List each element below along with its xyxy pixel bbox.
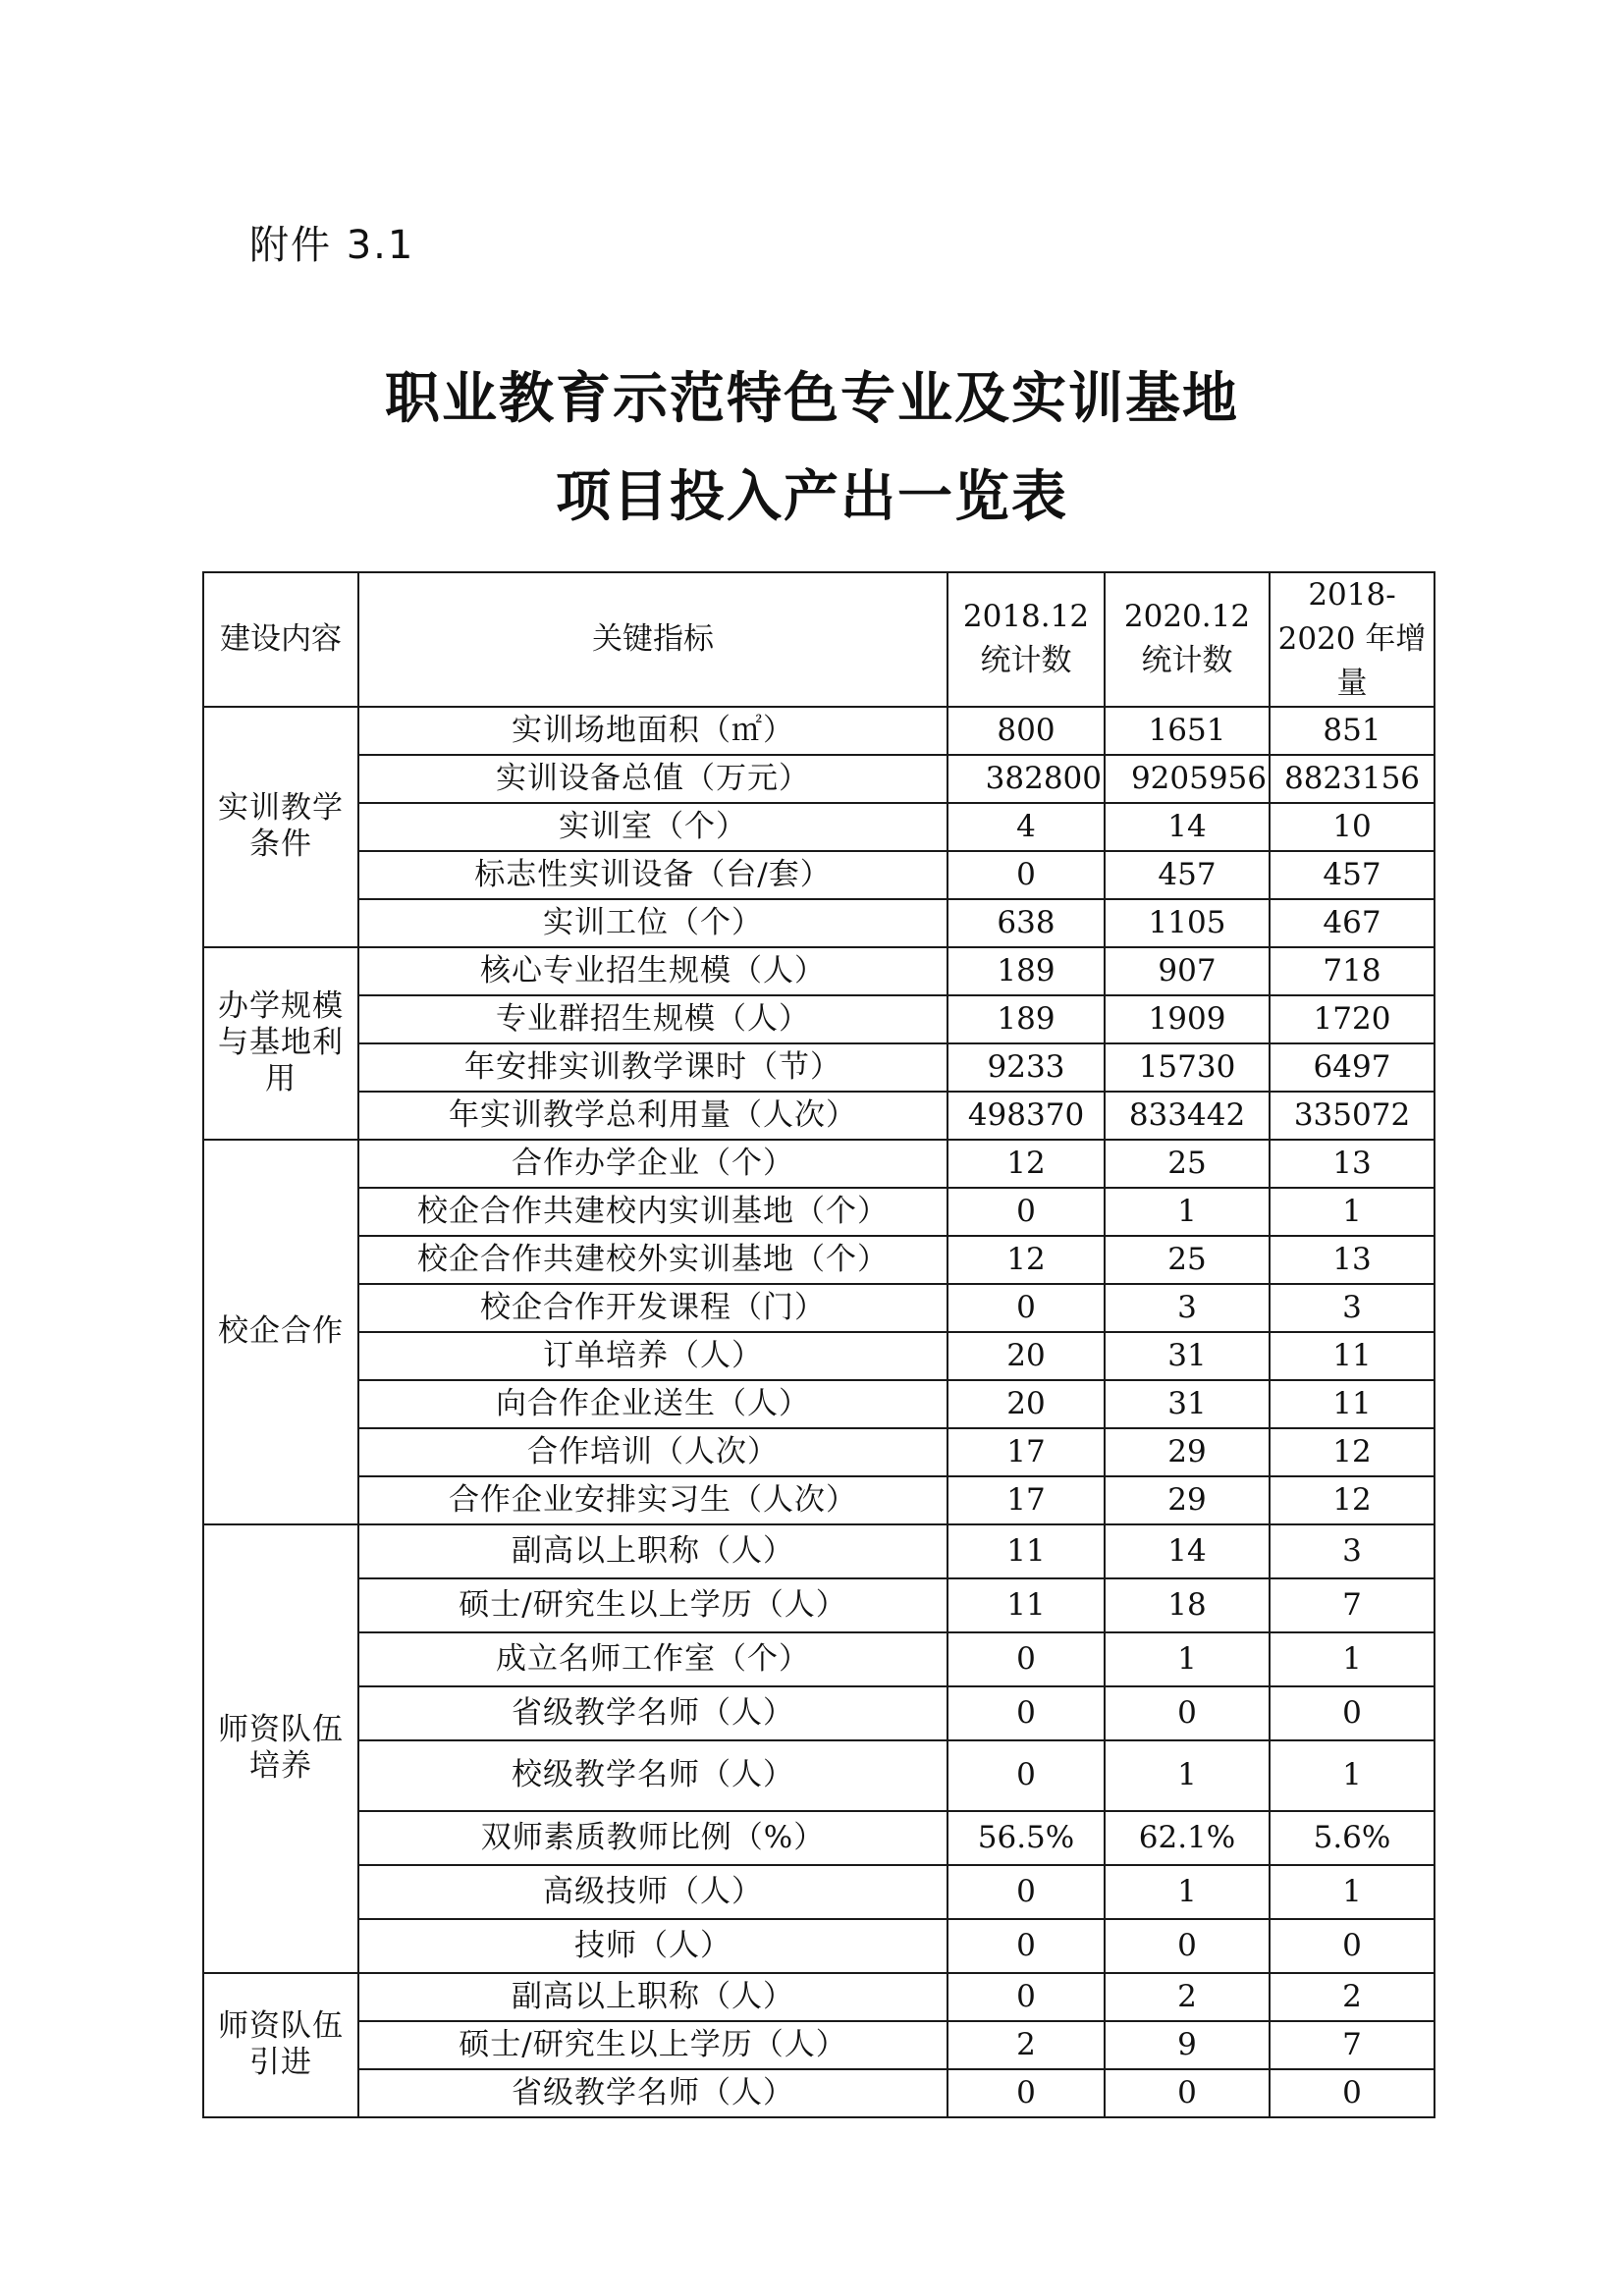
table-row: [203, 1740, 1435, 1811]
increase-cell: 7: [1270, 1578, 1435, 1632]
indicator-cell: 订单培养（人）: [358, 1332, 947, 1380]
header-indicator: 关键指标: [358, 572, 947, 707]
value-2018-cell: 0: [947, 1632, 1105, 1686]
value-2020-cell: 25: [1105, 1140, 1270, 1188]
indicator-cell: 副高以上职称（人）: [358, 1973, 947, 2021]
value-2018-cell: 189: [947, 995, 1105, 1043]
increase-cell: 1: [1270, 1740, 1435, 1811]
value-2020-cell: 62.1%: [1105, 1811, 1270, 1865]
value-2020-cell: 1: [1105, 1188, 1270, 1236]
value-2018-cell: 0: [947, 1188, 1105, 1236]
table-row: [203, 1140, 1435, 1188]
increase-cell: 13: [1270, 1140, 1435, 1188]
value-2018-cell: 11: [947, 1524, 1105, 1578]
category-cell: 实训教学条件: [203, 707, 358, 947]
value-2020-cell: 1909: [1105, 995, 1270, 1043]
increase-cell: 0: [1270, 2069, 1435, 2117]
increase-cell: 3: [1270, 1524, 1435, 1578]
value-2020-cell: 3: [1105, 1284, 1270, 1332]
indicator-cell: 实训场地面积（㎡）: [358, 707, 947, 755]
value-2020-cell: 0: [1105, 2069, 1270, 2117]
table-row: [203, 1811, 1435, 1865]
table-row: [203, 1284, 1435, 1332]
header-increase: 2018-2020 年增量: [1270, 572, 1435, 707]
value-2020-cell: 457: [1105, 851, 1270, 899]
value-2020-cell: 29: [1105, 1476, 1270, 1524]
page-title-line1: 职业教育示范特色专业及实训基地: [385, 367, 1239, 431]
value-2018-cell: 12: [947, 1140, 1105, 1188]
category-cell: 师资队伍引进: [203, 1973, 358, 2117]
increase-cell: 11: [1270, 1380, 1435, 1428]
indicator-cell: 合作企业安排实习生（人次）: [358, 1476, 947, 1524]
page-title-line2: 项目投入产出一览表: [556, 465, 1068, 529]
indicator-cell: 技师（人）: [358, 1919, 947, 1973]
input-output-table: [202, 571, 1435, 2118]
table-row: [203, 1428, 1435, 1476]
value-2020-cell: 9: [1105, 2021, 1270, 2069]
value-2020-cell: 1: [1105, 1865, 1270, 1919]
increase-cell: 6497: [1270, 1043, 1435, 1092]
value-2018-cell: 0: [947, 1919, 1105, 1973]
category-cell: 校企合作: [203, 1140, 358, 1524]
indicator-cell: 校企合作共建校外实训基地（个）: [358, 1236, 947, 1284]
increase-cell: 851: [1270, 707, 1435, 755]
value-2018-cell: 20: [947, 1380, 1105, 1428]
table-row: [203, 1524, 1435, 1578]
indicator-cell: 标志性实训设备（台/套）: [358, 851, 947, 899]
indicator-cell: 硕士/研究生以上学历（人）: [358, 1578, 947, 1632]
table-row: [203, 1043, 1435, 1092]
table-row: [203, 755, 1435, 803]
table-row: [203, 1686, 1435, 1740]
increase-cell: 467: [1270, 899, 1435, 947]
value-2018-cell: 9233: [947, 1043, 1105, 1092]
table-row: [203, 1380, 1435, 1428]
value-2020-cell: 907: [1105, 947, 1270, 995]
value-2018-cell: 0: [947, 1284, 1105, 1332]
table-row: [203, 1476, 1435, 1524]
increase-cell: 1: [1270, 1632, 1435, 1686]
indicator-cell: 省级教学名师（人）: [358, 1686, 947, 1740]
value-2018-cell: 2: [947, 2021, 1105, 2069]
value-2020-cell: 31: [1105, 1332, 1270, 1380]
indicator-cell: 年安排实训教学课时（节）: [358, 1043, 947, 1092]
increase-cell: 10: [1270, 803, 1435, 851]
value-2020-cell: 15730: [1105, 1043, 1270, 1092]
increase-cell: 12: [1270, 1476, 1435, 1524]
value-2020-cell: 1651: [1105, 707, 1270, 755]
indicator-cell: 双师素质教师比例（%）: [358, 1811, 947, 1865]
table-row: [203, 803, 1435, 851]
increase-cell: 7: [1270, 2021, 1435, 2069]
table-row: [203, 899, 1435, 947]
value-2018-cell: 56.5%: [947, 1811, 1105, 1865]
increase-cell: 335072: [1270, 1092, 1435, 1140]
value-2020-cell: 1: [1105, 1740, 1270, 1811]
table-row: [203, 1632, 1435, 1686]
value-2020-cell: 14: [1105, 803, 1270, 851]
value-2020-cell: 25: [1105, 1236, 1270, 1284]
value-2018-cell: 0: [947, 2069, 1105, 2117]
value-2018-cell: 4: [947, 803, 1105, 851]
value-2018-cell: 17: [947, 1476, 1105, 1524]
value-2020-cell: 0: [1105, 1686, 1270, 1740]
indicator-cell: 成立名师工作室（个）: [358, 1632, 947, 1686]
table-row: [203, 1092, 1435, 1140]
indicator-cell: 向合作企业送生（人）: [358, 1380, 947, 1428]
table-row: [203, 947, 1435, 995]
increase-cell: 0: [1270, 1686, 1435, 1740]
increase-cell: 12: [1270, 1428, 1435, 1476]
increase-cell: 2: [1270, 1973, 1435, 2021]
category-cell: 师资队伍培养: [203, 1524, 358, 1973]
indicator-cell: 实训工位（个）: [358, 899, 947, 947]
indicator-cell: 高级技师（人）: [358, 1865, 947, 1919]
increase-cell: 1: [1270, 1865, 1435, 1919]
header-2018: 2018.12 统计数: [947, 572, 1105, 707]
value-2020-cell: 1: [1105, 1632, 1270, 1686]
value-2020-cell: 0: [1105, 1919, 1270, 1973]
indicator-cell: 副高以上职称（人）: [358, 1524, 947, 1578]
value-2018-cell: 20: [947, 1332, 1105, 1380]
value-2018-cell: 0: [947, 1686, 1105, 1740]
value-2018-cell: 382800: [947, 755, 1105, 803]
table-row: [203, 1578, 1435, 1632]
indicator-cell: 核心专业招生规模（人）: [358, 947, 947, 995]
indicator-cell: 校企合作开发课程（门）: [358, 1284, 947, 1332]
header-category: 建设内容: [203, 572, 358, 707]
increase-cell: 11: [1270, 1332, 1435, 1380]
value-2020-cell: 2: [1105, 1973, 1270, 2021]
value-2020-cell: 31: [1105, 1380, 1270, 1428]
table-row: [203, 2021, 1435, 2069]
increase-cell: 1: [1270, 1188, 1435, 1236]
table-row: [203, 1332, 1435, 1380]
value-2020-cell: 29: [1105, 1428, 1270, 1476]
indicator-cell: 专业群招生规模（人）: [358, 995, 947, 1043]
value-2020-cell: 14: [1105, 1524, 1270, 1578]
table-header-row: [203, 572, 1435, 707]
indicator-cell: 年实训教学总利用量（人次）: [358, 1092, 947, 1140]
attachment-label: 附件 3.1: [249, 223, 415, 268]
increase-cell: 718: [1270, 947, 1435, 995]
value-2018-cell: 0: [947, 1740, 1105, 1811]
table-row: [203, 1973, 1435, 2021]
indicator-cell: 合作办学企业（个）: [358, 1140, 947, 1188]
table-row: [203, 2069, 1435, 2117]
indicator-cell: 校级教学名师（人）: [358, 1740, 947, 1811]
increase-cell: 8823156: [1270, 755, 1435, 803]
indicator-cell: 校企合作共建校内实训基地（个）: [358, 1188, 947, 1236]
increase-cell: 13: [1270, 1236, 1435, 1284]
value-2018-cell: 0: [947, 851, 1105, 899]
value-2018-cell: 0: [947, 1973, 1105, 2021]
value-2020-cell: 833442: [1105, 1092, 1270, 1140]
indicator-cell: 实训室（个）: [358, 803, 947, 851]
indicator-cell: 合作培训（人次）: [358, 1428, 947, 1476]
value-2018-cell: 189: [947, 947, 1105, 995]
value-2020-cell: 9205956: [1105, 755, 1270, 803]
table-row: [203, 851, 1435, 899]
table-row: [203, 1236, 1435, 1284]
value-2020-cell: 18: [1105, 1578, 1270, 1632]
increase-cell: 457: [1270, 851, 1435, 899]
value-2018-cell: 11: [947, 1578, 1105, 1632]
category-cell: 办学规模与基地利用: [203, 947, 358, 1140]
value-2018-cell: 498370: [947, 1092, 1105, 1140]
increase-cell: 1720: [1270, 995, 1435, 1043]
value-2018-cell: 0: [947, 1865, 1105, 1919]
value-2018-cell: 638: [947, 899, 1105, 947]
table-row: [203, 1865, 1435, 1919]
value-2018-cell: 12: [947, 1236, 1105, 1284]
indicator-cell: 硕士/研究生以上学历（人）: [358, 2021, 947, 2069]
table-row: [203, 1919, 1435, 1973]
increase-cell: 3: [1270, 1284, 1435, 1332]
value-2018-cell: 800: [947, 707, 1105, 755]
indicator-cell: 省级教学名师（人）: [358, 2069, 947, 2117]
value-2020-cell: 1105: [1105, 899, 1270, 947]
value-2018-cell: 17: [947, 1428, 1105, 1476]
table-row: [203, 707, 1435, 755]
table-row: [203, 995, 1435, 1043]
indicator-cell: 实训设备总值（万元）: [358, 755, 947, 803]
increase-cell: 5.6%: [1270, 1811, 1435, 1865]
increase-cell: 0: [1270, 1919, 1435, 1973]
table-row: [203, 1188, 1435, 1236]
header-2020: 2020.12 统计数: [1105, 572, 1270, 707]
